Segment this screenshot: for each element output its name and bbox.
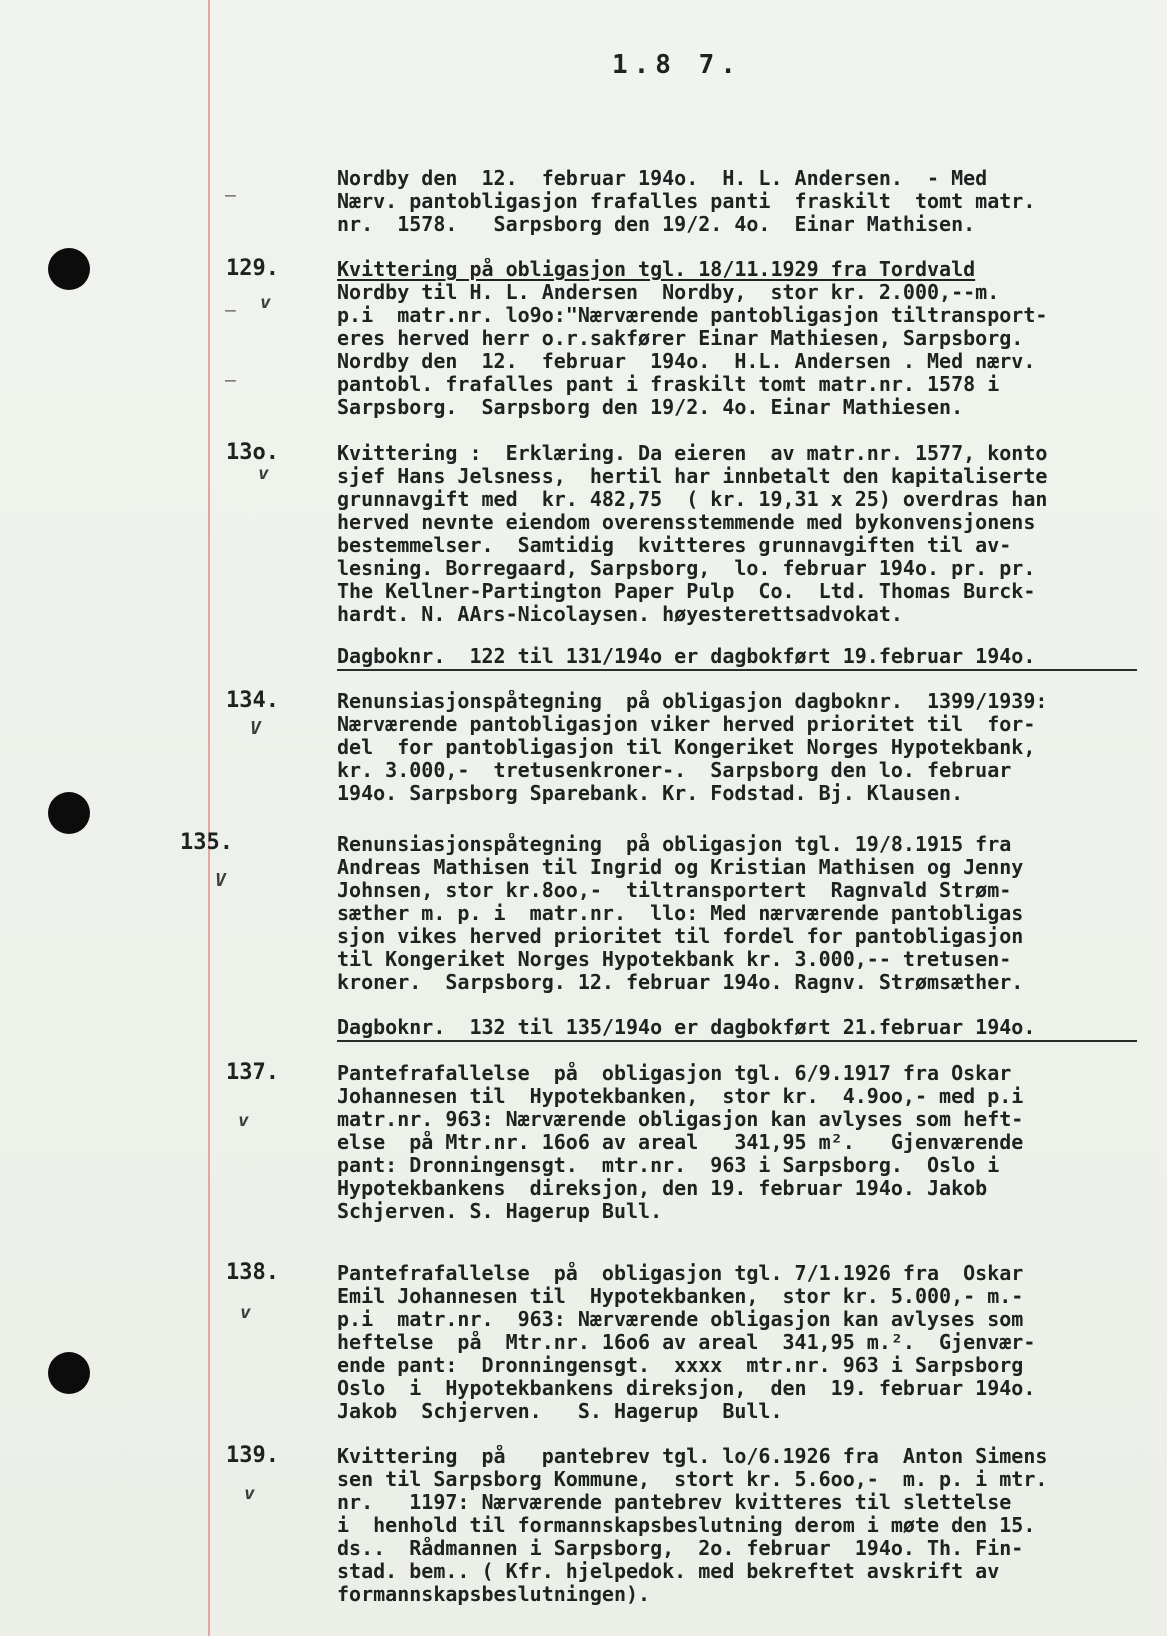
text-line: herved nevnte eiendom overensstemmende med bykonvensjonens — [337, 511, 1036, 534]
text-line: Kvittering på pantebrev tgl. lo/6.1926 fra Anton Simens — [337, 1445, 1048, 1468]
text-line: nr. 1578. Sarpsborg den 19/2. 4o. Einar Mathisen. — [337, 213, 976, 236]
separator-rule — [337, 669, 1137, 671]
text-line: Dagboknr. 132 til 135/194o er dagbokført 21.februar 194o. — [337, 1016, 1036, 1039]
text-line: ende pant: Dronningensgt. xxxx mtr.nr. 963 i Sarpsborg — [337, 1354, 1024, 1377]
text-line: i henhold til formannskapsbeslutning derom i møte den 15. — [337, 1514, 1036, 1537]
page-number: 1.8 7. — [612, 50, 742, 80]
check-mark: v — [240, 1302, 251, 1323]
check-mark: V — [250, 718, 261, 739]
margin-dash: – — [225, 300, 236, 321]
check-mark: v — [244, 1483, 255, 1504]
check-mark: v — [238, 1110, 249, 1131]
text-line: Renunsiasjonspåtegning på obligasjon dagboknr. 1399/1939: — [337, 690, 1048, 713]
text-line: nr. 1197: Nærværende pantebrev kvitteres til slettelse — [337, 1491, 1012, 1514]
text-line: matr.nr. 963: Nærværende obligasjon kan avlyses som heft- — [337, 1108, 1024, 1131]
entry-number: 137. — [226, 1060, 279, 1085]
text-line: Pantefrafallelse på obligasjon tgl. 7/1.1926 fra Oskar — [337, 1262, 1024, 1285]
margin-dash: – — [225, 185, 236, 206]
entry-number: 135. — [180, 830, 233, 855]
text-line: sæther m. p. i matr.nr. llo: Med nærværende pantobligas — [337, 902, 1024, 925]
text-line: Johannesen til Hypotekbanken, stor kr. 4.9oo,- med p.i — [337, 1085, 1024, 1108]
text-line: Johnsen, stor kr.8oo,- tiltransportert Ragnvald Strøm- — [337, 879, 1012, 902]
text-line: Nærværende pantobligasjon viker herved prioritet til for- — [337, 713, 1036, 736]
text-line: else på Mtr.nr. 16o6 av areal 341,95 m². Gjenværende — [337, 1131, 1024, 1154]
entry-number: 138. — [226, 1260, 279, 1285]
text-line: Dagboknr. 122 til 131/194o er dagbokført 19.februar 194o. — [337, 645, 1036, 668]
text-line: kroner. Sarpsborg. 12. februar 194o. Ragnv. Strømsæther. — [337, 971, 1024, 994]
text-line: Emil Johannesen til Hypotekbanken, stor kr. 5.000,- m.- — [337, 1285, 1024, 1308]
punch-hole — [48, 792, 90, 834]
text-line: sen til Sarpsborg Kommune, stort kr. 5.6oo,- m. p. i mtr. — [337, 1468, 1048, 1491]
text-line: p.i matr.nr. lo9o:"Nærværende pantobligasjon tiltransport- — [337, 304, 1048, 327]
check-mark: v — [258, 463, 269, 484]
text-line: Nordby den 12. februar 194o. H. L. Andersen. - Med — [337, 167, 988, 190]
text-line: eres herved herr o.r.sakfører Einar Mathiesen, Sarpsborg. — [337, 327, 1024, 350]
text-line: til Kongeriket Norges Hypotekbank kr. 3.000,-- tretusen- — [337, 948, 1012, 971]
text-line: Andreas Mathisen til Ingrid og Kristian Mathisen og Jenny — [337, 856, 1024, 879]
punch-hole — [48, 248, 90, 290]
entry-number: 139. — [226, 1443, 279, 1468]
text-line: Sarpsborg. Sarpsborg den 19/2. 4o. Einar Mathiesen. — [337, 396, 964, 419]
text-line: stad. bem.. ( Kfr. hjelpedok. med bekreftet avskrift av — [337, 1560, 1000, 1583]
text-line: Nordby til H. L. Andersen Nordby, stor kr. 2.000,--m. — [337, 281, 1000, 304]
text-line: lesning. Borregaard, Sarpsborg, lo. februar 194o. pr. pr. — [337, 557, 1036, 580]
entry-number: 13o. — [226, 440, 279, 465]
margin-dash: – — [225, 370, 236, 391]
text-line: bestemmelser. Samtidig kvitteres grunnavgiften til av- — [337, 534, 1012, 557]
text-line: Kvittering på obligasjon tgl. 18/11.1929 fra Tordvald — [337, 258, 976, 281]
entry-number: 134. — [226, 688, 279, 713]
text-line: 194o. Sarpsborg Sparebank. Kr. Fodstad. Bj. Klausen. — [337, 782, 964, 805]
text-line: Renunsiasjonspåtegning på obligasjon tgl. 19/8.1915 fra — [337, 833, 1012, 856]
text-line: del for pantobligasjon til Kongeriket Norges Hypotekbank, — [337, 736, 1036, 759]
text-line: The Kellner-Partington Paper Pulp Co. Ltd. Thomas Burck- — [337, 580, 1036, 603]
text-line: Hypotekbankens direksjon, den 19. februar 194o. Jakob — [337, 1177, 988, 1200]
text-line: pant: Dronningensgt. mtr.nr. 963 i Sarpsborg. Oslo i — [337, 1154, 1000, 1177]
check-mark: v — [260, 292, 271, 313]
margin-rule — [208, 0, 210, 1636]
text-line: kr. 3.000,- tretusenkroner-. Sarpsborg den lo. februar — [337, 759, 1012, 782]
text-line: formannskapsbeslutningen). — [337, 1583, 651, 1606]
entry-number: 129. — [226, 256, 279, 281]
text-line: sjef Hans Jelsness, hertil har innbetalt den kapitaliserte — [337, 465, 1048, 488]
text-line: Jakob Schjerven. S. Hagerup Bull. — [337, 1400, 783, 1423]
text-line: pantobl. frafalles pant i fraskilt tomt matr.nr. 1578 i — [337, 373, 1000, 396]
text-line: Oslo i Hypotekbankens direksjon, den 19. februar 194o. — [337, 1377, 1036, 1400]
punch-hole — [48, 1352, 90, 1394]
text-line: Schjerven. S. Hagerup Bull. — [337, 1200, 663, 1223]
text-line: Pantefrafallelse på obligasjon tgl. 6/9.1917 fra Oskar — [337, 1062, 1012, 1085]
separator-rule — [337, 1040, 1137, 1042]
text-line: ds.. Rådmannen i Sarpsborg, 2o. februar 194o. Th. Fin- — [337, 1537, 1024, 1560]
text-line: Nærv. pantobligasjon frafalles panti fraskilt tomt matr. — [337, 190, 1036, 213]
text-line: grunnavgift med kr. 482,75 ( kr. 19,31 x 25) overdras han — [337, 488, 1048, 511]
text-line: Nordby den 12. februar 194o. H.L. Andersen . Med nærv. — [337, 350, 1036, 373]
text-line: Kvittering : Erklæring. Da eieren av matr.nr. 1577, konto — [337, 442, 1048, 465]
check-mark: V — [215, 870, 226, 891]
text-line: heftelse på Mtr.nr. 16o6 av areal 341,95 m.². Gjenvær- — [337, 1331, 1036, 1354]
text-line: sjon vikes herved prioritet til fordel for pantobligasjon — [337, 925, 1024, 948]
text-line: hardt. N. AArs-Nicolaysen. høyesterettsadvokat. — [337, 603, 903, 626]
text-line: p.i matr.nr. 963: Nærværende obligasjon kan avlyses som — [337, 1308, 1024, 1331]
